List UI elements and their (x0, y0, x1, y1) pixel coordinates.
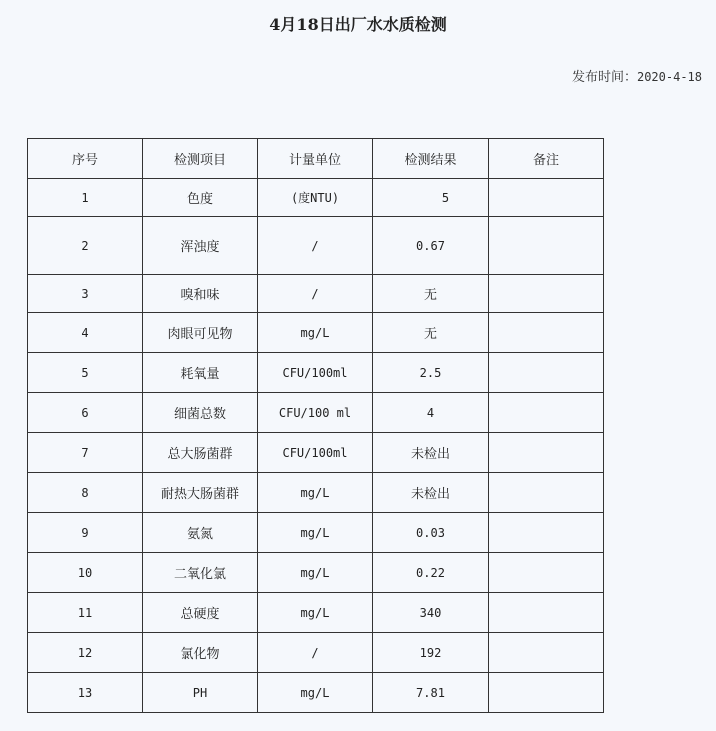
row-result: 无 (373, 313, 489, 353)
row-result: 340 (373, 593, 489, 633)
row-note (489, 553, 604, 593)
row-unit: CFU/100 ml (258, 393, 373, 433)
row-note (489, 473, 604, 513)
row-no: 11 (28, 593, 143, 633)
row-item: PH (143, 673, 258, 713)
table-row (28, 275, 604, 313)
row-result: 无 (373, 275, 489, 313)
row-item: 细菌总数 (143, 393, 258, 433)
row-note (489, 353, 604, 393)
publish-time (572, 68, 702, 87)
row-no: 6 (28, 393, 143, 433)
row-result: 192 (373, 633, 489, 673)
row-result: 0.03 (373, 513, 489, 553)
table-row (28, 393, 604, 433)
row-unit: CFU/100ml (258, 353, 373, 393)
table-row (28, 633, 604, 673)
row-no: 13 (28, 673, 143, 713)
header-note: 备注 (489, 139, 604, 179)
row-no: 3 (28, 275, 143, 313)
table-header-row (28, 139, 604, 179)
row-note (489, 313, 604, 353)
publish-date: 2020-4-18 (636, 70, 702, 84)
row-result: 5 (373, 179, 489, 217)
row-item: 氨氮 (143, 513, 258, 553)
table-row (28, 179, 604, 217)
header-no: 序号 (28, 139, 143, 179)
table-row (28, 473, 604, 513)
row-no: 12 (28, 633, 143, 673)
table-row (28, 673, 604, 713)
row-item: 浑浊度 (143, 217, 258, 275)
table-row (28, 353, 604, 393)
water-quality-table (27, 138, 604, 713)
row-result: 4 (373, 393, 489, 433)
row-unit: / (258, 633, 373, 673)
table-row (28, 217, 604, 275)
row-no: 9 (28, 513, 143, 553)
row-result: 未检出 (373, 433, 489, 473)
row-unit: mg/L (258, 313, 373, 353)
row-result: 0.22 (373, 553, 489, 593)
row-result: 2.5 (373, 353, 489, 393)
row-item: 肉眼可见物 (143, 313, 258, 353)
row-note (489, 513, 604, 553)
row-result: 未检出 (373, 473, 489, 513)
table-row (28, 593, 604, 633)
row-item: 耗氧量 (143, 353, 258, 393)
header-result: 检测结果 (373, 139, 489, 179)
table-row (28, 433, 604, 473)
row-unit: / (258, 217, 373, 275)
row-item: 总硬度 (143, 593, 258, 633)
publish-label: 发布时间： (571, 70, 637, 85)
row-note (489, 217, 604, 275)
row-note (489, 633, 604, 673)
row-unit: mg/L (258, 473, 373, 513)
row-note (489, 433, 604, 473)
row-no: 8 (28, 473, 143, 513)
row-item: 嗅和味 (143, 275, 258, 313)
row-item: 耐热大肠菌群 (143, 473, 258, 513)
row-result: 0.67 (373, 217, 489, 275)
page-title: 4月18日出厂水水质检测 (269, 15, 447, 34)
row-unit: mg/L (258, 513, 373, 553)
row-unit: / (258, 275, 373, 313)
row-note (489, 393, 604, 433)
row-unit: mg/L (258, 673, 373, 713)
row-note (489, 179, 604, 217)
row-no: 2 (28, 217, 143, 275)
row-no: 10 (28, 553, 143, 593)
row-unit: CFU/100ml (258, 433, 373, 473)
row-unit: mg/L (258, 553, 373, 593)
row-result: 7.81 (373, 673, 489, 713)
row-note (489, 593, 604, 633)
row-no: 4 (28, 313, 143, 353)
table-row (28, 313, 604, 353)
row-item: 氯化物 (143, 633, 258, 673)
row-no: 1 (28, 179, 143, 217)
row-note (489, 275, 604, 313)
row-item: 色度 (143, 179, 258, 217)
row-unit: mg/L (258, 593, 373, 633)
row-no: 5 (28, 353, 143, 393)
header-item: 检测项目 (143, 139, 258, 179)
row-note (489, 673, 604, 713)
row-item: 二氧化氯 (143, 553, 258, 593)
row-no: 7 (28, 433, 143, 473)
table-row (28, 513, 604, 553)
row-unit: (度NTU) (258, 179, 373, 217)
header-unit: 计量单位 (258, 139, 373, 179)
table-row (28, 553, 604, 593)
row-item: 总大肠菌群 (143, 433, 258, 473)
